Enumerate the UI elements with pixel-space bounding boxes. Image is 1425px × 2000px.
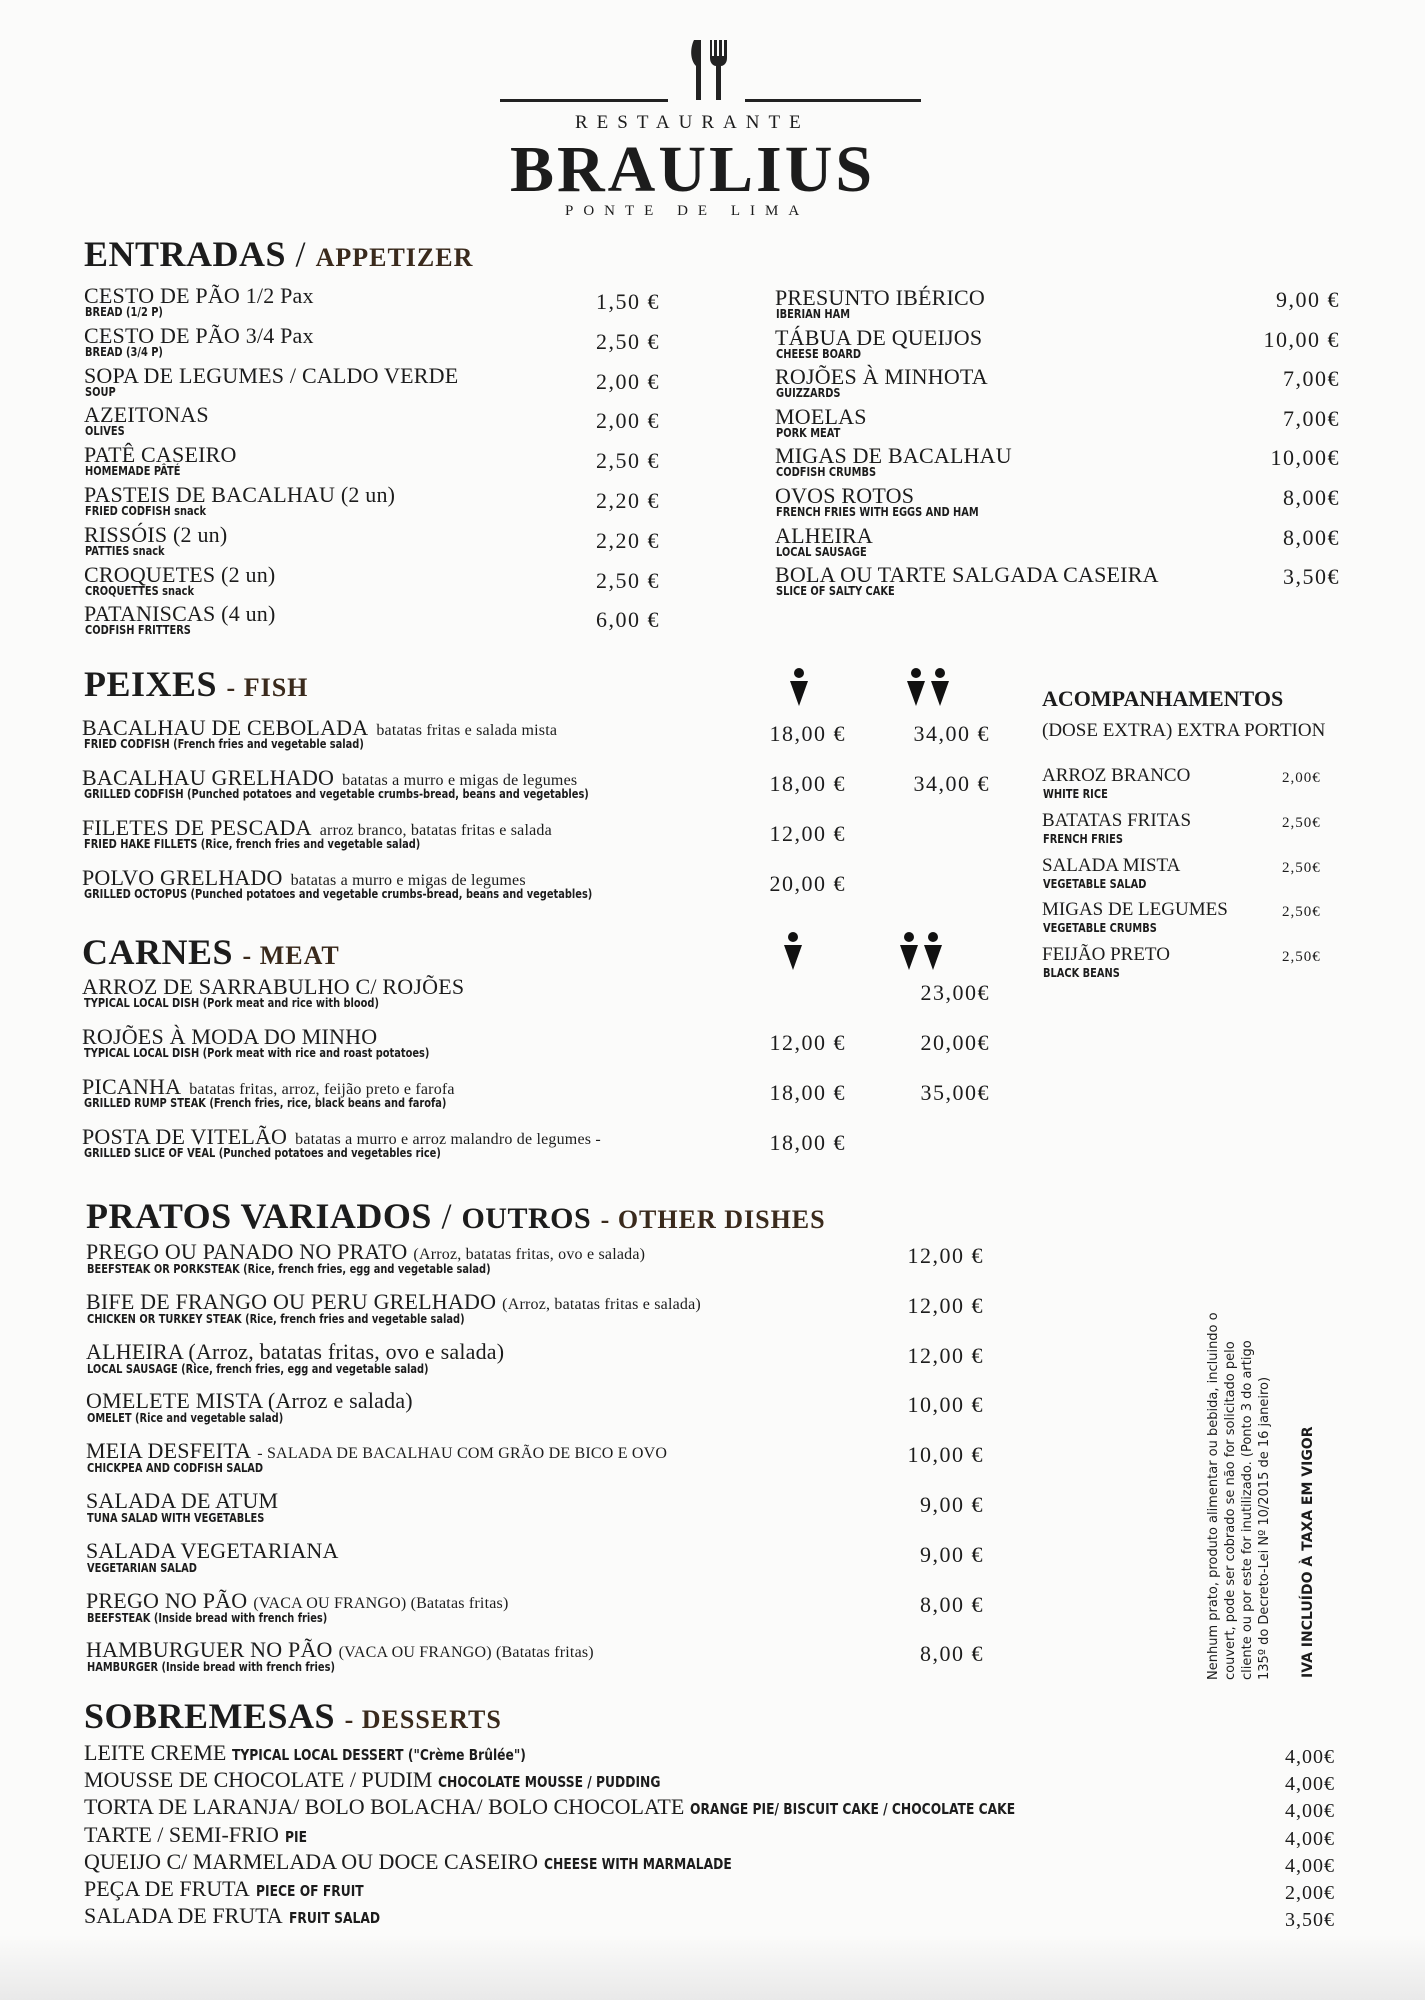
menu-item-subtitle: CROQUETTES snack bbox=[85, 583, 195, 598]
menu-item-name: ALHEIRA bbox=[775, 522, 873, 548]
dessert-name: PEÇA DE FRUTA bbox=[84, 1876, 250, 1901]
menu-item-name: AZEITONAS bbox=[84, 402, 209, 428]
dish-name: ALHEIRA (Arroz, batatas fritas, ovo e salada) bbox=[86, 1338, 505, 1364]
menu-item-subtitle: CHICKEN OR TURKEY STEAK (Rice, french fries and vegetable salad) bbox=[87, 1311, 465, 1326]
menu-item-price: 6,00 € bbox=[596, 607, 660, 633]
price-single: 18,00 € bbox=[769, 771, 846, 796]
dessert-item bbox=[84, 1766, 710, 1796]
menu-item-price: 8,00€ bbox=[1283, 485, 1340, 510]
menu-item-subtitle: CHICKPEA AND CODFISH SALAD bbox=[87, 1461, 264, 1476]
two-persons-icon bbox=[898, 932, 944, 972]
menu-item-price: 2,50 € bbox=[596, 328, 660, 354]
menu-item-name: SOPA DE LEGUMES / CALDO VERDE bbox=[84, 362, 459, 388]
menu-item-price: 7,00€ bbox=[1283, 405, 1340, 431]
menu-item-price: 8,00 € bbox=[920, 1641, 984, 1667]
dessert-price: 3,50€ bbox=[1285, 1909, 1335, 1932]
side-item-name: MIGAS DE LEGUMES bbox=[1042, 899, 1228, 921]
menu-item-subtitle: TYPICAL LOCAL DISH (Pork meat and rice with blood) bbox=[84, 996, 379, 1010]
menu-item-subtitle: LOCAL SAUSAGE bbox=[776, 544, 867, 559]
dish-description: batatas fritas e salada mista bbox=[376, 722, 558, 739]
dish-description: (VACA OU FRANGO) (Batatas fritas) bbox=[253, 1594, 509, 1612]
dessert-price: 4,00€ bbox=[1285, 1746, 1335, 1768]
price-single: 20,00 € bbox=[769, 871, 846, 896]
dish-name: PICANHA bbox=[82, 1074, 182, 1099]
price-double: 34,00 € bbox=[913, 721, 990, 746]
price-double: 35,00€ bbox=[920, 1080, 990, 1105]
dish-description: (VACA OU FRANGO) (Batatas fritas) bbox=[338, 1644, 594, 1662]
menu-item-subtitle: GRILLED CODFISH (Punched potatoes and vegetable crumbs-bread, beans and vegetables) bbox=[84, 787, 589, 801]
dish-description: batatas a murro e migas de legumes bbox=[342, 772, 578, 789]
price-double: 20,00€ bbox=[920, 1030, 990, 1055]
dessert-item bbox=[84, 1739, 591, 1769]
dish-name: BACALHAU GRELHADO bbox=[82, 765, 335, 790]
dessert-subtitle: PIE bbox=[284, 1827, 307, 1846]
fork-knife-icon bbox=[688, 38, 730, 102]
dish-name: BIFE DE FRANGO OU PERU GRELHADO bbox=[86, 1288, 497, 1314]
dessert-name: LEITE CREME bbox=[84, 1740, 227, 1765]
menu-item-price: 2,00 € bbox=[596, 408, 660, 434]
menu-item-name: CESTO DE PÃO 3/4 Pax bbox=[84, 322, 314, 348]
dessert-subtitle: CHEESE WITH MARMALADE bbox=[544, 1854, 732, 1873]
menu-item-subtitle: FRIED CODFISH (French fries and vegetable salad) bbox=[84, 737, 364, 751]
dessert-price: 4,00€ bbox=[1285, 1854, 1335, 1877]
dessert-item bbox=[84, 1793, 1087, 1823]
two-persons-icon bbox=[905, 668, 951, 708]
menu-item-subtitle: BREAD (3/4 P) bbox=[85, 344, 163, 359]
price-single: 18,00 € bbox=[769, 1130, 846, 1155]
dish-name: BACALHAU DE CEBOLADA bbox=[82, 715, 369, 740]
menu-item-subtitle: BEEFSTEAK OR PORKSTEAK (Rice, french fries, egg and vegetable salad) bbox=[87, 1262, 491, 1276]
dish-name: SALADA DE ATUM bbox=[86, 1488, 279, 1513]
menu-item-name: CESTO DE PÃO 1/2 Pax bbox=[84, 283, 314, 308]
dish-name: FILETES DE PESCADA bbox=[82, 815, 312, 840]
side-item-name: BATATAS FRITAS bbox=[1042, 809, 1192, 831]
menu-item-subtitle: GUIZZARDS bbox=[776, 386, 841, 401]
side-item-subtitle: FRENCH FRIES bbox=[1043, 831, 1123, 846]
side-item-name: SALADA MISTA bbox=[1042, 854, 1181, 876]
menu-item-subtitle: BEEFSTEAK (Inside bread with french fries) bbox=[87, 1610, 328, 1625]
dessert-price: 4,00€ bbox=[1285, 1773, 1335, 1796]
menu-item-price: 12,00 € bbox=[907, 1292, 984, 1318]
menu-item-subtitle: FRIED HAKE FILLETS (Rice, french fries and vegetable salad) bbox=[84, 837, 421, 851]
menu-item-price: 2,50 € bbox=[596, 567, 660, 593]
menu-item-subtitle: VEGETARIAN SALAD bbox=[87, 1560, 197, 1575]
dessert-price: 4,00€ bbox=[1285, 1800, 1335, 1823]
dish-description: batatas a murro e arroz malandro de legumes - bbox=[295, 1131, 601, 1148]
dessert-name: SALADA DE FRUTA bbox=[84, 1903, 283, 1929]
dish-description: (Arroz, batatas fritas e salada) bbox=[502, 1295, 701, 1313]
logo-line-left bbox=[500, 99, 668, 102]
menu-item-subtitle: GRILLED OCTOPUS (Punched potatoes and vegetable crumbs-bread, beans and vegetables) bbox=[84, 887, 593, 901]
menu-item-name: TÁBUA DE QUEIJOS bbox=[775, 324, 983, 350]
menu-item-subtitle: PATTIES snack bbox=[85, 543, 165, 558]
menu-item-price: 2,20 € bbox=[596, 488, 660, 513]
price-single: 18,00 € bbox=[769, 1080, 846, 1105]
dish-name: PREGO OU PANADO NO PRATO bbox=[86, 1239, 408, 1264]
side-item-name: ARROZ BRANCO bbox=[1042, 765, 1191, 786]
menu-item-name: OVOS ROTOS bbox=[775, 483, 915, 508]
menu-item-subtitle: TUNA SALAD WITH VEGETABLES bbox=[87, 1511, 265, 1525]
menu-item-price: 12,00 € bbox=[907, 1243, 984, 1268]
menu-item-subtitle: CODFISH FRITTERS bbox=[85, 623, 191, 638]
menu-item-price: 10,00 € bbox=[1263, 326, 1340, 352]
dessert-subtitle: ORANGE PIE/ BISCUIT CAKE / CHOCOLATE CAKE bbox=[690, 1800, 1016, 1819]
dessert-price: 2,00€ bbox=[1285, 1882, 1335, 1904]
menu-item-price: 12,00 € bbox=[907, 1342, 984, 1368]
section-title-pratos: PRATOS VARIADOS / OUTROS - OTHER DISHES bbox=[86, 1196, 826, 1236]
menu-item-price: 9,00 € bbox=[920, 1541, 984, 1567]
menu-item-name bbox=[86, 1389, 413, 1413]
menu-item-subtitle: IBERIAN HAM bbox=[776, 307, 851, 321]
legal-note: Nenhum prato, produto alimentar ou bebida, incluindo o couvert, pode ser cobrado se não for solicitado pelo cliente ou por este for inutilizado. (Ponto 3 do artigo 135º do Decreto-Lei Nº 10/2015 de 16 janeiro) bbox=[1206, 1312, 1272, 1680]
side-item-price: 2,50€ bbox=[1282, 949, 1321, 966]
price-single: 18,00 € bbox=[769, 721, 846, 746]
dessert-subtitle: FRUIT SALAD bbox=[288, 1909, 380, 1928]
menu-item-subtitle: OMELET (Rice and vegetable salad) bbox=[87, 1411, 284, 1426]
side-item-subtitle: VEGETABLE SALAD bbox=[1043, 876, 1147, 891]
side-item-price: 2,00€ bbox=[1282, 770, 1321, 786]
menu-item-price: 2,00 € bbox=[596, 368, 660, 394]
side-item-subtitle: VEGETABLE CRUMBS bbox=[1043, 921, 1157, 936]
menu-item-price: 8,00 € bbox=[920, 1591, 984, 1617]
menu-item-subtitle: SLICE OF SALTY CAKE bbox=[776, 584, 895, 599]
dessert-name: TARTE / SEMI-FRIO bbox=[84, 1821, 279, 1847]
one-person-icon bbox=[788, 668, 810, 708]
section-title-sobremesas: SOBREMESAS - DESSERTS bbox=[84, 1696, 502, 1736]
dish-name: POLVO GRELHADO bbox=[82, 865, 283, 890]
menu-item-price: 2,50 € bbox=[596, 448, 660, 474]
dish-name: POSTA DE VITELÃO bbox=[82, 1124, 288, 1149]
side-item-subtitle: BLACK BEANS bbox=[1043, 966, 1120, 981]
dessert-price: 4,00€ bbox=[1285, 1827, 1335, 1850]
menu-item-price: 10,00 € bbox=[907, 1392, 984, 1418]
menu-item-subtitle: CODFISH CRUMBS bbox=[776, 465, 877, 480]
dish-description: (Arroz, batatas fritas, ovo e salada) bbox=[413, 1246, 646, 1263]
menu-item-subtitle: BREAD (1/2 P) bbox=[85, 305, 163, 319]
menu-item-subtitle: HOMEMADE PÂTÉ bbox=[85, 464, 181, 479]
logo-line-right bbox=[745, 99, 921, 102]
dish-name: PREGO NO PÃO bbox=[86, 1587, 248, 1613]
menu-item-price: 10,00 € bbox=[907, 1442, 984, 1468]
menu-item-subtitle: SOUP bbox=[85, 384, 116, 399]
brand-subtitle-top: RESTAURANTE bbox=[575, 112, 810, 133]
price-double: 34,00 € bbox=[913, 771, 990, 796]
side-item-price: 2,50€ bbox=[1282, 859, 1321, 876]
dessert-item bbox=[84, 1875, 387, 1905]
menu-item-name: PATÊ CASEIRO bbox=[84, 442, 237, 468]
menu-item-name bbox=[86, 1340, 504, 1364]
menu-item-price: 1,50 € bbox=[596, 289, 660, 314]
dessert-subtitle: TYPICAL LOCAL DESSERT ("Crème Brûlée") bbox=[232, 1746, 527, 1764]
dessert-name: TORTA DE LARANJA/ BOLO BOLACHA/ BOLO CHOCOLATE bbox=[84, 1794, 685, 1820]
dish-name: OMELETE MISTA (Arroz e salada) bbox=[86, 1388, 413, 1414]
menu-item-subtitle: GRILLED SLICE OF VEAL (Punched potatoes and vegetables rice) bbox=[84, 1146, 441, 1160]
dessert-subtitle: PIECE OF FRUIT bbox=[255, 1882, 364, 1900]
menu-item-name: MOELAS bbox=[775, 403, 867, 429]
menu-item-name: RISSÓIS (2 un) bbox=[84, 521, 228, 547]
section-title-entradas: ENTRADAS / APPETIZER bbox=[84, 234, 474, 274]
dish-name: MEIA DESFEITA bbox=[86, 1438, 252, 1464]
brand-name: BRAULIUS bbox=[510, 133, 876, 206]
menu-item-name: ROJÕES À MINHOTA bbox=[775, 364, 988, 390]
dish-description: arroz branco, batatas fritas e salada bbox=[319, 822, 552, 839]
menu-item-name: BOLA OU TARTE SALGADA CASEIRA bbox=[775, 562, 1159, 588]
menu-item-price: 9,00 € bbox=[920, 1492, 984, 1517]
section-title-acompanhamentos: ACOMPANHAMENTOS bbox=[1042, 686, 1284, 711]
brand-location: PONTE DE LIMA bbox=[565, 203, 810, 219]
page-bottom-shadow bbox=[0, 1935, 1425, 2000]
menu-item-subtitle: HAMBURGER (Inside bread with french fries) bbox=[87, 1660, 335, 1675]
iva-note: IVA INCLUÍDO À TAXA EM VIGOR bbox=[1300, 1426, 1316, 1678]
acompanhamentos-subtitle: (DOSE EXTRA) EXTRA PORTION bbox=[1042, 720, 1326, 741]
menu-item-name: PRESUNTO IBÉRICO bbox=[775, 285, 985, 310]
section-title-peixes: PEIXES - FISH bbox=[84, 664, 309, 704]
menu-item-subtitle: OLIVES bbox=[85, 424, 125, 439]
price-single: 12,00 € bbox=[769, 1030, 846, 1055]
menu-item-subtitle: CHEESE BOARD bbox=[776, 346, 862, 361]
menu-item-price: 10,00€ bbox=[1270, 445, 1340, 471]
dish-name: ROJÕES À MODA DO MINHO bbox=[82, 1024, 378, 1049]
menu-item-price: 2,20 € bbox=[596, 527, 660, 553]
section-title-carnes: CARNES - MEAT bbox=[82, 932, 340, 972]
menu-item-subtitle: FRIED CODFISH snack bbox=[85, 504, 207, 518]
dish-name: HAMBURGUER NO PÃO bbox=[86, 1637, 333, 1663]
price-double: 23,00€ bbox=[920, 980, 990, 1005]
side-item-price: 2,50€ bbox=[1282, 904, 1321, 921]
side-item-price: 2,50€ bbox=[1282, 814, 1321, 831]
price-single: 12,00 € bbox=[769, 821, 846, 846]
one-person-icon bbox=[782, 932, 804, 972]
menu-item-subtitle: FRENCH FRIES WITH EGGS AND HAM bbox=[776, 505, 979, 519]
menu-item-name bbox=[86, 1489, 278, 1513]
menu-item-price: 7,00€ bbox=[1283, 366, 1340, 392]
dish-description: - SALADA DE BACALHAU COM GRÃO DE BICO E OVO bbox=[257, 1445, 668, 1463]
side-item-subtitle: WHITE RICE bbox=[1043, 787, 1108, 801]
menu-item-subtitle: GRILLED RUMP STEAK (French fries, rice, black beans and farofa) bbox=[84, 1096, 447, 1110]
dish-name: ARROZ DE SARRABULHO C/ ROJÕES bbox=[82, 974, 465, 999]
dessert-subtitle: CHOCOLATE MOUSSE / PUDDING bbox=[438, 1773, 661, 1792]
dessert-item bbox=[84, 1902, 400, 1932]
dish-description: batatas a murro e migas de legumes bbox=[290, 872, 526, 889]
dessert-name: MOUSSE DE CHOCOLATE / PUDIM bbox=[84, 1767, 433, 1793]
dessert-name: QUEIJO C/ MARMELADA OU DOCE CASEIRO bbox=[84, 1848, 539, 1874]
menu-item-name: PATANISCAS (4 un) bbox=[84, 601, 276, 627]
menu-item-name: MIGAS DE BACALHAU bbox=[775, 443, 1012, 469]
menu-item-name: CROQUETES (2 un) bbox=[84, 561, 276, 587]
menu-item-name bbox=[86, 1539, 339, 1563]
menu-item-price: 9,00 € bbox=[1276, 287, 1340, 312]
dish-name: SALADA VEGETARIANA bbox=[86, 1537, 339, 1563]
side-item-name: FEIJÃO PRETO bbox=[1042, 944, 1170, 966]
dessert-item bbox=[84, 1848, 773, 1878]
menu-item-subtitle: PORK MEAT bbox=[776, 425, 841, 440]
dish-description: batatas fritas, arroz, feijão preto e farofa bbox=[189, 1081, 455, 1098]
menu-item-price: 3,50€ bbox=[1283, 564, 1340, 590]
menu-item-subtitle: LOCAL SAUSAGE (Rice, french fries, egg and vegetable salad) bbox=[87, 1361, 429, 1376]
menu-item-subtitle: TYPICAL LOCAL DISH (Pork meat with rice and roast potatoes) bbox=[84, 1046, 430, 1060]
dessert-item bbox=[84, 1821, 312, 1851]
menu-item-price: 8,00€ bbox=[1283, 524, 1340, 550]
menu-item-name: PASTEIS DE BACALHAU (2 un) bbox=[84, 482, 396, 507]
